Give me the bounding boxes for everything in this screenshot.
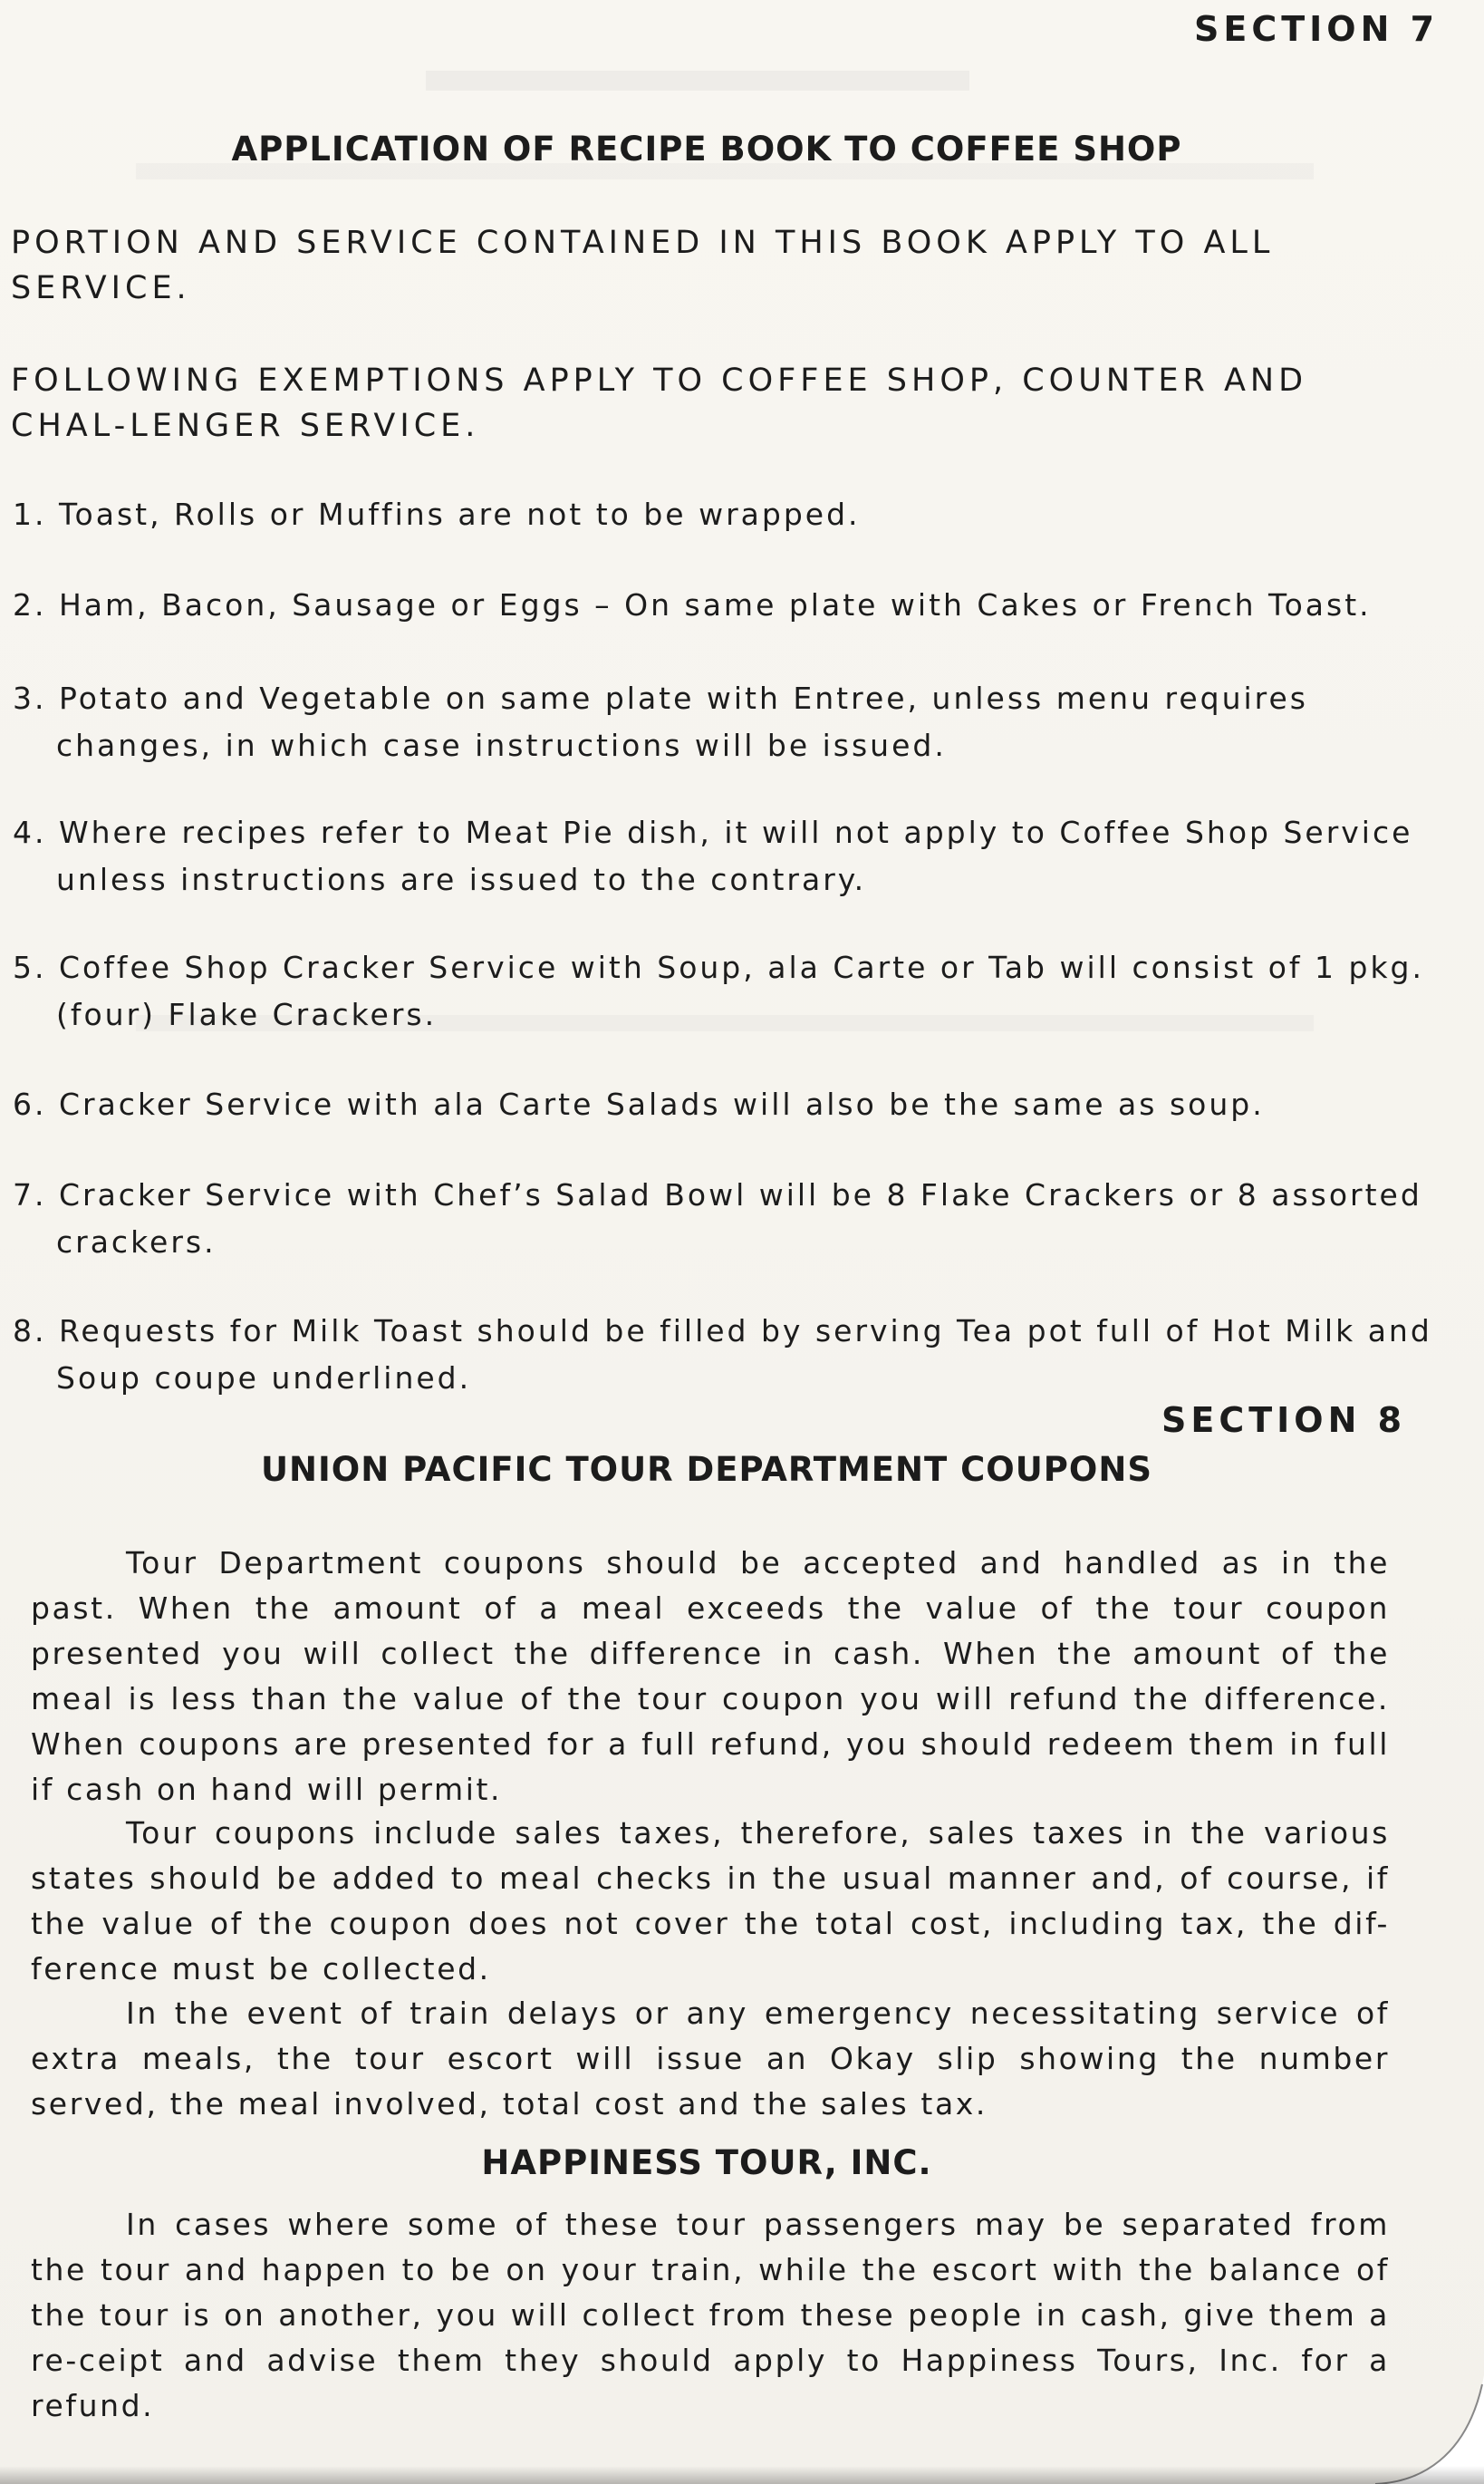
- exemption-item-4: 4. Where recipes refer to Meat Pie dish, it will not apply to Coffee Shop Service unless instructions are issued to the contrary.: [13, 815, 1413, 897]
- happiness-tour-heading: HAPPINESS TOUR, INC.: [481, 2143, 932, 2182]
- section-7-label: SECTION 7: [1194, 9, 1440, 49]
- section-7-intro-2: FOLLOWING EXEMPTIONS APPLY TO COFFEE SHOP, COUNTER AND CHAL-LENGER SERVICE.: [11, 362, 1308, 444]
- exemption-item-6: 6. Cracker Service with ala Carte Salads will also be the same as soup.: [13, 1087, 1265, 1122]
- tour-coupons-paragraph-1: Tour Department coupons should be accepted and handled as in the past. When the amount of a meal exceeds the value of the tour coupon presented you will collect the difference in cash. When the amount of the meal is less than the value of the tour coupon you will refund the difference. When coupons are presented for a full refund, you should redeem them in full if cash on hand will permit.: [31, 1545, 1390, 1807]
- section-7-heading: APPLICATION OF RECIPE BOOK TO COFFEE SHOP: [231, 130, 1182, 169]
- exemption-item-7: 7. Cracker Service with Chef’s Salad Bowl will be 8 Flake Crackers or 8 assorted crackers.: [13, 1177, 1422, 1260]
- exemption-item-3: 3. Potato and Vegetable on same plate with Entree, unless menu requires changes, in which case instructions will be issued.: [13, 681, 1308, 763]
- show-through-texture: [426, 71, 969, 91]
- page-bottom-edge: [0, 2466, 1484, 2484]
- exemption-item-1: 1. Toast, Rolls or Muffins are not to be wrapped.: [13, 497, 861, 532]
- tour-coupons-paragraph-2: Tour coupons include sales taxes, therefore, sales taxes in the various states should be added to meal checks in the usual manner and, of course, if the value of the coupon does not cover the total cost, including tax, the dif-ference must be collected.: [31, 1815, 1390, 1986]
- section-8-label: SECTION 8: [1161, 1400, 1407, 1440]
- section-8-heading: UNION PACIFIC TOUR DEPARTMENT COUPONS: [261, 1450, 1152, 1489]
- tour-coupons-paragraph-3: In the event of train delays or any emergency necessitating service of extra meals, the tour escort will issue an Okay slip showing the number served, the meal involved, total cost and the sales tax.: [31, 1996, 1390, 2122]
- exemption-item-8: 8. Requests for Milk Toast should be filled by serving Tea pot full of Hot Milk and Soup coupe underlined.: [13, 1313, 1432, 1396]
- exemption-item-5: 5. Coffee Shop Cracker Service with Soup, ala Carte or Tab will consist of 1 pkg. (four) Flake Crackers.: [13, 950, 1424, 1032]
- section-7-intro-1: PORTION AND SERVICE CONTAINED IN THIS BOOK APPLY TO ALL SERVICE.: [11, 225, 1275, 306]
- happiness-tour-paragraph: In cases where some of these tour passengers may be separated from the tour and happen to be on your train, while the escort with the balance of the tour is on another, you will collect from these people in cash, give them a re-ceipt and advise them they should apply to Happiness Tours, Inc. for a refund.: [31, 2207, 1390, 2423]
- exemption-item-2: 2. Ham, Bacon, Sausage or Eggs – On same plate with Cakes or French Toast.: [13, 587, 1372, 623]
